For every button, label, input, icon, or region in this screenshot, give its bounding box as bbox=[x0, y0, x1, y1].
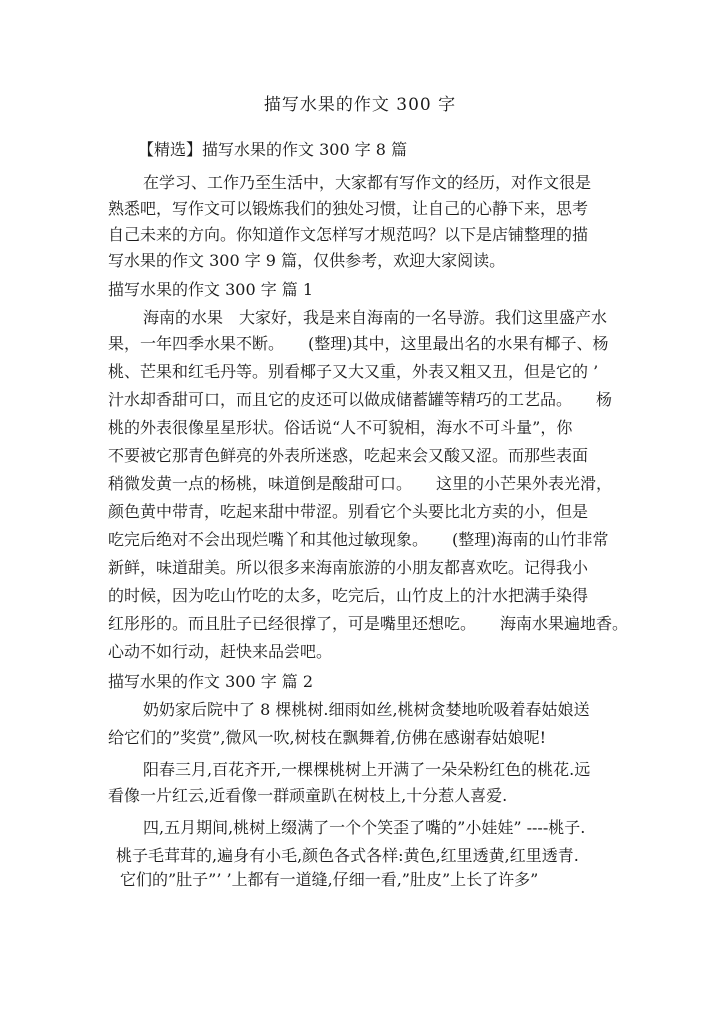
text-line: 的时候，因为吃山竹吃的太多，吃完后，山竹皮上的汁水把满手染得 bbox=[108, 586, 589, 605]
text-line: 桃子毛茸茸的,遍身有小毛,颜色各式各样:黄色,红里透黄,红里透青. bbox=[116, 846, 579, 865]
text-line: 写水果的作文 300 字 9 篇，仅供参考，欢迎大家阅读。 bbox=[108, 251, 506, 270]
text-line: 桃、芒果和红毛丹等。别看椰子又大又重，外表又粗又丑，但是它的 ’ bbox=[108, 362, 599, 381]
text-line: 果，一年四季水果不断。 (整理)其中，这里最出名的水果有椰子、杨 bbox=[108, 334, 609, 353]
subtitle-line: 【精选】描写水果的作文 300 字 8 篇 bbox=[138, 140, 408, 159]
text-line: 吃完后绝对不会出现烂嘴丫和其他过敏现象。 (整理)海南的山竹非常 bbox=[108, 530, 609, 549]
text-line: 给它们的”奖赏”,微风一吹,树枝在飘舞着,仿佛在感谢春姑娘呢! bbox=[108, 728, 547, 747]
text-line: 新鲜，味道甜美。所以很多来海南旅游的小朋友都喜欢吃。记得我小 bbox=[108, 558, 589, 577]
text-line: 阳春三月,百花齐开,一棵棵桃树上开满了一朵朵粉红色的桃花.远 bbox=[143, 760, 591, 779]
text-line: 它们的”肚子”’ ’上都有一道缝,仔细一看,”肚皮”上长了许多” bbox=[120, 870, 539, 889]
text-line: 奶奶家后院中了 8 棵桃树.细雨如丝,桃树贪婪地吮吸着春姑娘送 bbox=[143, 700, 590, 719]
document-title: 描写水果的作文 300 字 bbox=[263, 95, 457, 115]
text-line: 不要被它那青色鲜亮的外表所迷惑，吃起来会又酸又涩。而那些表面 bbox=[108, 446, 589, 465]
text-line: 在学习、工作乃至生活中，大家都有写作文的经历，对作文很是 bbox=[143, 173, 592, 192]
text-line: 熟悉吧，写作文可以锻炼我们的独处习惯，让自己的心静下来，思考 bbox=[108, 199, 589, 218]
text-line: 心动不如行动，赶快来品尝吧。 bbox=[108, 642, 333, 661]
text-line: 海南的水果 大家好，我是来自海南的一名导游。我们这里盛产水 bbox=[143, 308, 608, 327]
text-line: 桃的外表很像星星形状。俗话说“人不可貌相，海水不可斗量”，你 bbox=[108, 418, 573, 437]
text-line: 自己未来的方向。你知道作文怎样写才规范吗？以下是店铺整理的描 bbox=[108, 225, 589, 244]
text-line: 红彤彤的。而且肚子已经很撑了，可是嘴里还想吃。 海南水果遍地香。 bbox=[108, 614, 629, 633]
text-line: 汁水却香甜可口，而且它的皮还可以做成储蓄罐等精巧的工艺品。 杨 bbox=[108, 390, 613, 409]
text-line: 颜色黄中带青，吃起来甜中带涩。别看它个头要比北方卖的小，但是 bbox=[108, 502, 589, 521]
text-line: 四,五月期间,桃树上缀满了一个个笑歪了嘴的”小娃娃” ----桃子. bbox=[143, 818, 586, 837]
section-heading-1: 描写水果的作文 300 字 篇 1 bbox=[108, 280, 314, 299]
text-line: 看像一片红云,近看像一群顽童趴在树枝上,十分惹人喜爱. bbox=[108, 786, 508, 805]
section-heading-2: 描写水果的作文 300 字 篇 2 bbox=[108, 672, 314, 691]
text-line: 稍微发黄一点的杨桃，味道倒是酸甜可口。 这里的小芒果外表光滑， bbox=[108, 474, 613, 493]
